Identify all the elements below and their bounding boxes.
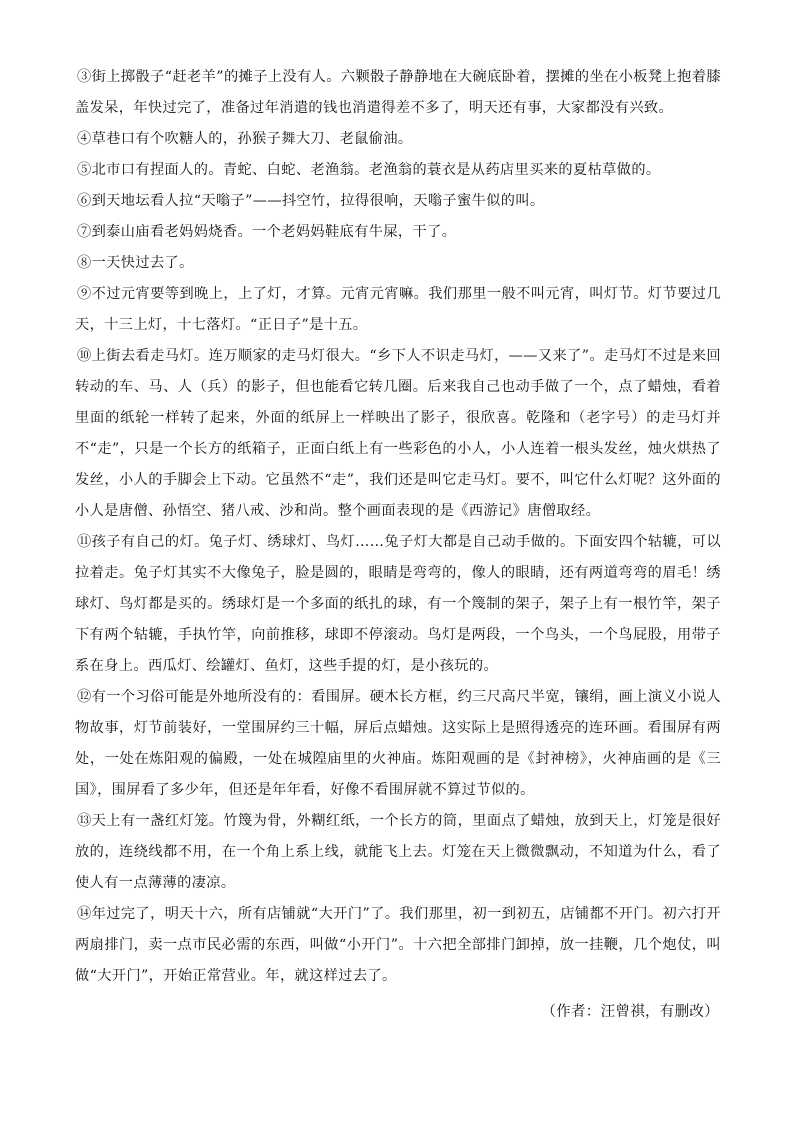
paragraph-5: ⑤北市口有捏面人的。青蛇、白蛇、老渔翁。老渔翁的蓑衣是从药店里买来的夏枯草做的。 bbox=[77, 162, 661, 178]
paragraph-12: ⑫有一个习俗可能是外地所没有的：看围屏。硬木长方框，约三尺高尺半宽，镶绢，画上演义小说人物故事，灯节前装好，一堂围屏约三十幅，屏后点蜡烛。这实际上是照得透亮的连环画。看围屏有两处，一处在炼阳观的偏殿，一处在城隍庙里的火神庙。炼阳观画的是《封神榜》，火神庙画的是《三国》，围屏看了多少年，但还是年年看，好像不看围屏就不算过节似的。 bbox=[75, 689, 721, 798]
paragraph-14: ⑭年过完了，明天十六，所有店铺就“大开门”了。我们那里，初一到初五，店铺都不开门。初六打开两扇排门，卖一点市民必需的东西，叫做“小开门”。十六把全部排门卸掉，放一挂鞭，几个炮仗，叫做“大开门”，开始正常营业。年，就这样过去了。 bbox=[75, 906, 721, 984]
article-body bbox=[75, 62, 721, 992]
paragraph-4: ④草巷口有个吹糖人的，孙猴子舞大刀、老鼠偷油。 bbox=[77, 131, 413, 147]
paragraph-6: ⑥到天地坛看人拉“天嗡子”——抖空竹，拉得很响，天嗡子蜜牛似的叫。 bbox=[77, 193, 545, 209]
paragraph-3: ③街上掷骰子“赶老羊”的摊子上没有人。六颗骰子静静地在大碗底卧着，摆摊的坐在小板凳上抱着膝盖发呆，年快过完了，准备过年消遣的钱也消遣得差不多了，明天还有事，大家都没有兴致。 bbox=[75, 69, 721, 116]
paragraph-8: ⑧一天快过去了。 bbox=[77, 255, 194, 271]
paragraph-10: ⑩上街去看走马灯。连万顺家的走马灯很大。“乡下人不识走马灯，——又来了”。走马灯不过是来回转动的车、马、人（兵）的影子，但也能看它转几圈。后来我自己也动手做了一个，点了蜡烛，看着里面的纸轮一样转了起来，外面的纸屏上一样映出了影子，很欣喜。乾隆和（老字号）的走马灯并不“走”，只是一个长方的纸箱子，正面白纸上有一些彩色的小人，小人连着一根头发丝，烛火烘热了发丝，小人的手脚会上下动。它虽然不“走”，我们还是叫它走马灯。要不，叫它什么灯呢？这外面的小人是唐僧、孙悟空、猪八戒、沙和尚。整个画面表现的是《西游记》唐僧取经。 bbox=[75, 348, 721, 519]
paragraph-7: ⑦到泰山庙看老妈妈烧香。一个老妈妈鞋底有牛屎，干了。 bbox=[77, 224, 457, 240]
author-attribution: （作者：汪曾祺，有删改） bbox=[541, 1004, 719, 1020]
paragraph-9: ⑨不过元宵要等到晚上，上了灯，才算。元宵元宵嘛。我们那里一般不叫元宵，叫灯节。灯节要过几天，十三上灯，十七落灯。“正日子”是十五。 bbox=[75, 286, 721, 333]
paragraph-11: ⑪孩子有自己的灯。兔子灯、绣球灯、鸟灯……兔子灯大都是自己动手做的。下面安四个轱辘，可以拉着走。兔子灯其实不大像兔子，脸是圆的，眼睛是弯弯的，像人的眼睛，还有两道弯弯的眉毛！绣球灯、鸟灯都是买的。绣球灯是一个多面的纸扎的球，有一个篾制的架子，架子上有一根竹竿，架子下有两个轱辘，手执竹竿，向前推移，球即不停滚动。鸟灯是两段，一个鸟头，一个鸟屁股，用带子系在身上。西瓜灯、绘罐灯、鱼灯，这些手提的灯，是小孩玩的。 bbox=[75, 534, 721, 674]
paragraph-13: ⑬天上有一盏红灯笼。竹篾为骨，外糊红纸，一个长方的筒，里面点了蜡烛，放到天上，灯笼是很好放的，连绕线都不用，在一个角上系上线，就能飞上去。灯笼在天上微微飘动，不知道为什么，看了使人有一点薄薄的凄凉。 bbox=[75, 813, 721, 891]
